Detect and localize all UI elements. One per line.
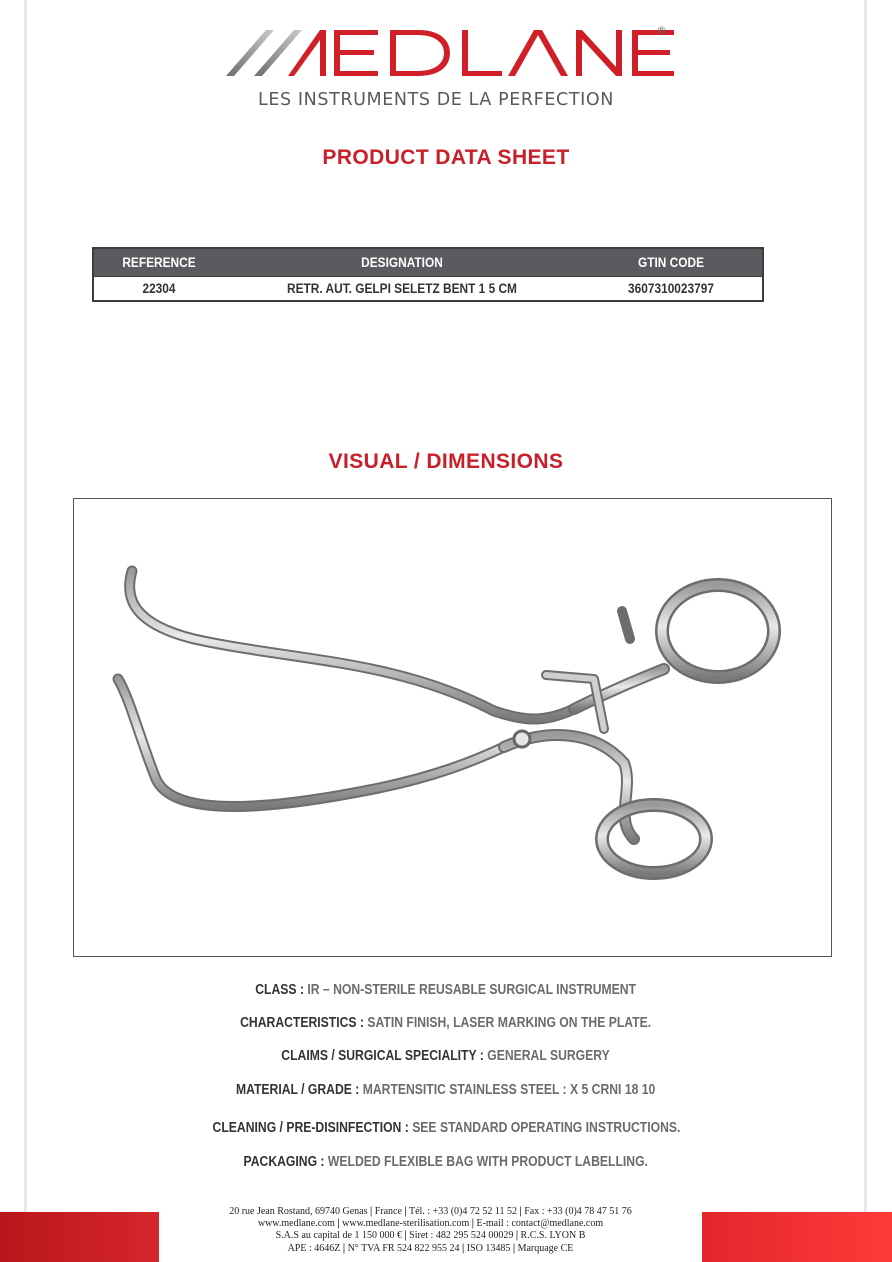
footer-country: France [374,1206,402,1217]
brand-tagline: LES INSTRUMENTS DE LA PERFECTION [258,90,614,110]
product-visual-frame [73,498,832,957]
registered-mark: ® [656,24,667,37]
spec-value: WELDED FLEXIBLE BAG WITH PRODUCT LABELLING. [328,1154,649,1170]
spec-class [0,982,892,998]
spec-packaging [0,1154,892,1170]
company-footer [159,1206,702,1255]
footer-address: 20 rue Jean Rostand, 69740 Genas [229,1206,368,1217]
spec-cleaning [0,1120,892,1136]
spec-label: CLASS : [255,982,308,998]
table-header-row [94,249,762,276]
visual-dimensions-title: VISUAL / DIMENSIONS [328,450,564,473]
header-designation: DESIGNATION [361,255,443,270]
spec-label: PACKAGING : [243,1154,329,1170]
footer-web-line: www.medlane.com | www.medlane-sterilisation.com | E-mail : contact@medlane.com [257,1218,604,1230]
cell-designation: RETR. AUT. GELPI SELETZ BENT 1 5 CM [287,281,517,296]
spec-claims [0,1048,892,1064]
footer-iso: ISO 13485 [466,1242,511,1254]
footer-website-link[interactable]: www.medlane.com [257,1218,335,1230]
spec-value: IR – NON-STERILE REUSABLE SURGICAL INSTRUMENT [307,982,637,998]
product-data-sheet-title: PRODUCT DATA SHEET [322,146,570,169]
cell-reference: 22304 [142,281,176,296]
spec-label: CLAIMS / SURGICAL SPECIALITY : [281,1048,488,1064]
footer-red-bar-left [0,1212,159,1262]
product-reference-table [92,247,764,302]
footer-ce-marking: Marquage CE [517,1242,574,1254]
footer-ape: APE : 4646Z [287,1242,341,1254]
retractor-instrument-illustration [74,499,831,956]
spec-value: GENERAL SURGERY [487,1048,611,1064]
brand-logo [220,22,680,118]
footer-red-bar-right [702,1212,892,1262]
footer-address-line: 20 rue Jean Rostand, 69740 Genas | France | Tél. : +33 (0)4 72 52 11 52 | Fax : +33 (0)4 78 47 51 76 [229,1206,632,1217]
footer-vat: N° TVA FR 524 822 955 24 [347,1242,460,1254]
footer-sterilisation-link[interactable]: www.medlane-sterilisation.com [342,1218,470,1230]
spec-value: SEE STANDARD OPERATING INSTRUCTIONS. [411,1120,680,1136]
medlane-logo-mark [220,22,680,92]
header-gtin-code: GTIN CODE [637,255,704,270]
table-row [94,276,762,300]
footer-phone: Tél. : +33 (0)4 72 52 11 52 [408,1206,518,1217]
footer-capital: S.A.S au capital de 1 150 000 € [275,1230,402,1242]
footer-registration-line: APE : 4646Z | N° TVA FR 524 822 955 24 | ISO 13485 | Marquage CE [287,1242,574,1254]
spec-value: SATIN FINISH, LASER MARKING ON THE PLATE. [367,1015,652,1031]
spec-value: MARTENSITIC STAINLESS STEEL : X 5 CRNI 18 10 [363,1082,656,1098]
footer-siret: Siret : 482 295 524 00029 [409,1230,514,1242]
spec-characteristics [0,1015,892,1031]
spec-label: CLEANING / PRE-DISINFECTION : [212,1120,412,1136]
spec-label: MATERIAL / GRADE : [236,1082,364,1098]
footer-rcs: R.C.S. LYON B [520,1230,586,1242]
footer-legal-line: S.A.S au capital de 1 150 000 € | Siret : 482 295 524 00029 | R.C.S. LYON B [275,1230,586,1242]
header-reference: REFERENCE [122,255,196,270]
spec-label: CHARACTERISTICS : [240,1015,368,1031]
footer-email[interactable]: E-mail : contact@medlane.com [476,1218,604,1230]
footer-fax: Fax : +33 (0)4 78 47 51 76 [524,1206,632,1217]
spec-material [0,1082,892,1098]
cell-gtin-code: 3607310023797 [628,281,714,296]
